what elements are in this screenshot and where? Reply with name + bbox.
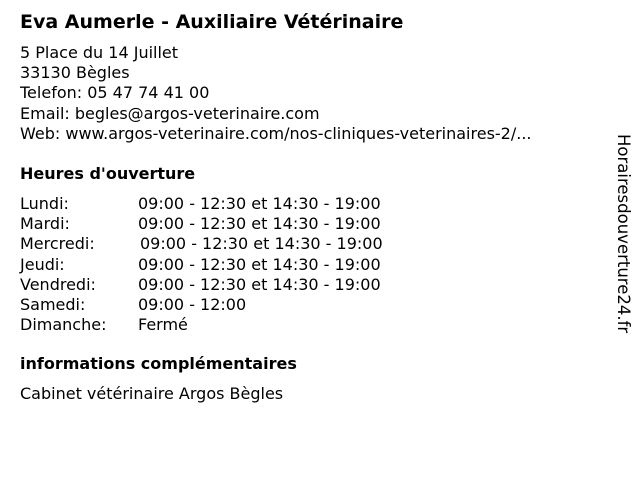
contact-web: Web: www.argos-veterinaire.com/nos-cliniques-veterinaires-2/...	[20, 123, 532, 143]
time-value: 09:00 - 12:00	[138, 294, 247, 314]
contact-phone: Telefon: 05 47 74 41 00	[20, 83, 210, 103]
day-label: Vendredi:	[20, 274, 96, 294]
time-value: Fermé	[138, 315, 188, 335]
hours-heading: Heures d'ouverture	[20, 164, 196, 183]
hours-row-sunday	[20, 315, 440, 335]
day-label: Lundi:	[20, 194, 69, 213]
info-text: Cabinet vétérinaire Argos Bègles	[20, 384, 284, 403]
info-heading: informations complémentaires	[20, 354, 297, 373]
hours-row-friday	[20, 275, 440, 295]
contact-city: 33130 Bègles	[20, 63, 130, 83]
hours-row-saturday	[20, 295, 440, 315]
page-title: Eva Aumerle - Auxiliaire Vétérinaire	[20, 11, 404, 33]
contact-email: Email: begles@argos-veterinaire.com	[20, 103, 320, 123]
site-watermark: Horairesdouverture24.fr	[614, 134, 633, 334]
time-value: 09:00 - 12:30 et 14:30 - 19:00	[138, 194, 381, 213]
day-label: Mercredi:	[20, 234, 95, 254]
day-label: Mardi:	[20, 214, 70, 234]
hours-row-wednesday	[20, 234, 440, 254]
time-value: 09:00 - 12:30 et 14:30 - 19:00	[138, 274, 381, 294]
time-value: 09:00 - 12:30 et 14:30 - 19:00	[140, 234, 383, 254]
hours-row-thursday	[20, 255, 440, 275]
day-label: Samedi:	[20, 294, 86, 314]
hours-row-monday	[20, 194, 440, 214]
day-label: Jeudi:	[20, 254, 65, 274]
contact-block	[20, 43, 532, 144]
time-value: 09:00 - 12:30 et 14:30 - 19:00	[138, 214, 381, 234]
day-label: Dimanche:	[20, 315, 107, 335]
hours-table	[20, 194, 440, 335]
time-value: 09:00 - 12:30 et 14:30 - 19:00	[138, 254, 381, 274]
hours-row-tuesday	[20, 214, 440, 234]
contact-street: 5 Place du 14 Juillet	[20, 43, 179, 62]
